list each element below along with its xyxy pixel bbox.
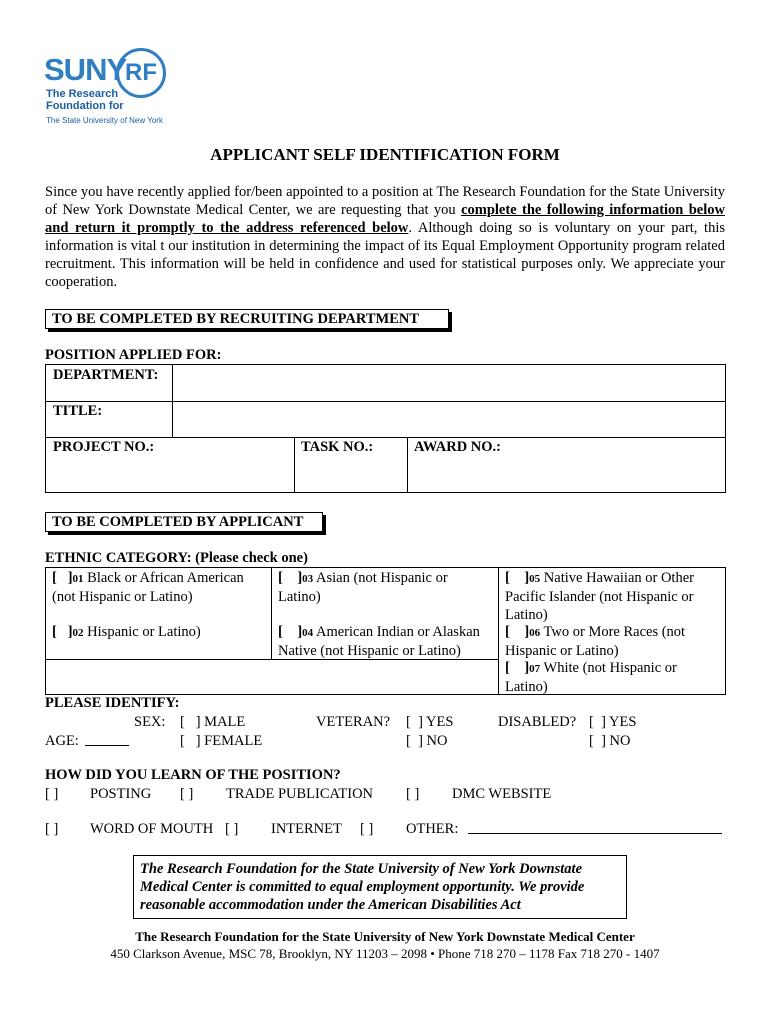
ethnic-option-01[interactable]: [ ]01 Black or African American (not Hispanic or Latino) (52, 570, 244, 605)
please-identify-label: PLEASE IDENTIFY: (45, 695, 180, 711)
disabled-yes-option[interactable]: [ ] YES (589, 714, 637, 730)
learn-dmc-label: DMC WEBSITE (452, 786, 552, 802)
ethnic-category-label: ETHNIC CATEGORY: (Please check one) (45, 550, 308, 566)
project-no-label: PROJECT NO.: (53, 439, 155, 455)
learn-trade-label: TRADE PUBLICATION (226, 786, 374, 802)
logo-subtitle (46, 88, 124, 112)
ethnic-grid (45, 567, 726, 695)
position-grid (45, 364, 726, 493)
sex-female-option[interactable]: [ ] FEMALE (180, 733, 263, 749)
intro-paragraph (45, 183, 725, 291)
logo-rf-circle: RF (116, 48, 166, 98)
ethnic-option-05[interactable]: [ ]05 Native Hawaiian or Other Pacific Islander (not Hispanic or Latino) (505, 570, 694, 623)
intro-text-2: . Although doing so is voluntary on your part, this information is vital t our institution in determining the impact of its Equal Employment Opportunity program related recruitment. This information will be held in confidence and used for statistical purposes only. We appreciate your cooperation. (45, 220, 726, 290)
learn-posting-checkbox[interactable]: [ ] (45, 786, 59, 802)
age-field[interactable] (85, 744, 129, 746)
ethnic-option-03[interactable]: [ ]03 Asian (not Hispanic or Latino) (278, 570, 448, 605)
sex-male-option[interactable]: [ ] MALE (180, 714, 246, 730)
ada-statement: The Research Foundation for the State University of New York Downstate Medical Center is committed to equal employment opportunity. We provide reasonable accommodation under the American Disabilities Act (133, 855, 627, 919)
disabled-label: DISABLED? (498, 714, 577, 730)
task-no-label: TASK NO.: (301, 439, 374, 455)
footer-address: 450 Clarkson Avenue, MSC 78, Brooklyn, NY 11203 – 2098 • Phone 718 270 – 1178 Fax 718 270 - 1407 (110, 946, 660, 961)
learn-position-label: HOW DID YOU LEARN OF THE POSITION? (45, 767, 341, 783)
ethnic-option-06[interactable]: [ ]06 Two or More Races (not Hispanic or Latino) (505, 624, 686, 659)
position-applied-label: POSITION APPLIED FOR: (45, 347, 222, 363)
department-field[interactable] (174, 366, 723, 400)
award-no-label: AWARD NO.: (414, 439, 501, 455)
learn-word-label: WORD OF MOUTH (90, 821, 214, 837)
learn-other-label: OTHER: (406, 821, 459, 837)
ethnic-option-02[interactable]: [ ]02 Hispanic or Latino) (52, 624, 201, 640)
form-title: APPLICANT SELF IDENTIFICATION FORM (210, 145, 560, 164)
learn-trade-checkbox[interactable]: [ ] (180, 786, 194, 802)
recruiting-section-header: TO BE COMPLETED BY RECRUITING DEPARTMENT (45, 309, 449, 329)
footer-organization: The Research Foundation for the State University of New York Downstate Medical Center (135, 929, 635, 944)
sex-label: SEX: (134, 714, 166, 730)
disabled-no-option[interactable]: [ ] NO (589, 733, 631, 749)
veteran-no-option[interactable]: [ ] NO (406, 733, 448, 749)
learn-word-checkbox[interactable]: [ ] (45, 821, 59, 837)
title-field[interactable] (174, 402, 723, 436)
logo-line-3: The State University of New York (46, 116, 163, 125)
learn-other-checkbox[interactable]: [ ] (360, 821, 374, 837)
learn-dmc-checkbox[interactable]: [ ] (406, 786, 420, 802)
ethnic-option-07[interactable]: [ ]07 White (not Hispanic or Latino) (505, 660, 677, 695)
learn-posting-label: POSTING (90, 786, 152, 802)
logo-suny: SUNY (44, 52, 127, 87)
department-label: DEPARTMENT: (53, 367, 159, 383)
applicant-section-header: TO BE COMPLETED BY APPLICANT (45, 512, 323, 532)
veteran-label: VETERAN? (316, 714, 391, 730)
logo-line-1: The Research (46, 88, 119, 100)
intro-emphasis: complete the following information below and return it promptly to the address referenced below (45, 202, 725, 236)
title-label: TITLE: (53, 403, 103, 419)
logo-line-2: Foundation for (46, 100, 124, 112)
intro-text-1: Since you have recently applied for/been appointed to a position at The Research Foundation for the State University of New York Downstate Medical Center, we are requesting that you (45, 184, 725, 218)
ethnic-option-04[interactable]: [ ]04 American Indian or Alaskan Native (not Hispanic or Latino) (278, 624, 480, 659)
learn-internet-checkbox[interactable]: [ ] (225, 821, 239, 837)
learn-other-field[interactable] (468, 832, 722, 834)
learn-internet-label: INTERNET (271, 821, 342, 837)
veteran-yes-option[interactable]: [ ] YES (406, 714, 454, 730)
age-label: AGE: (45, 733, 79, 749)
